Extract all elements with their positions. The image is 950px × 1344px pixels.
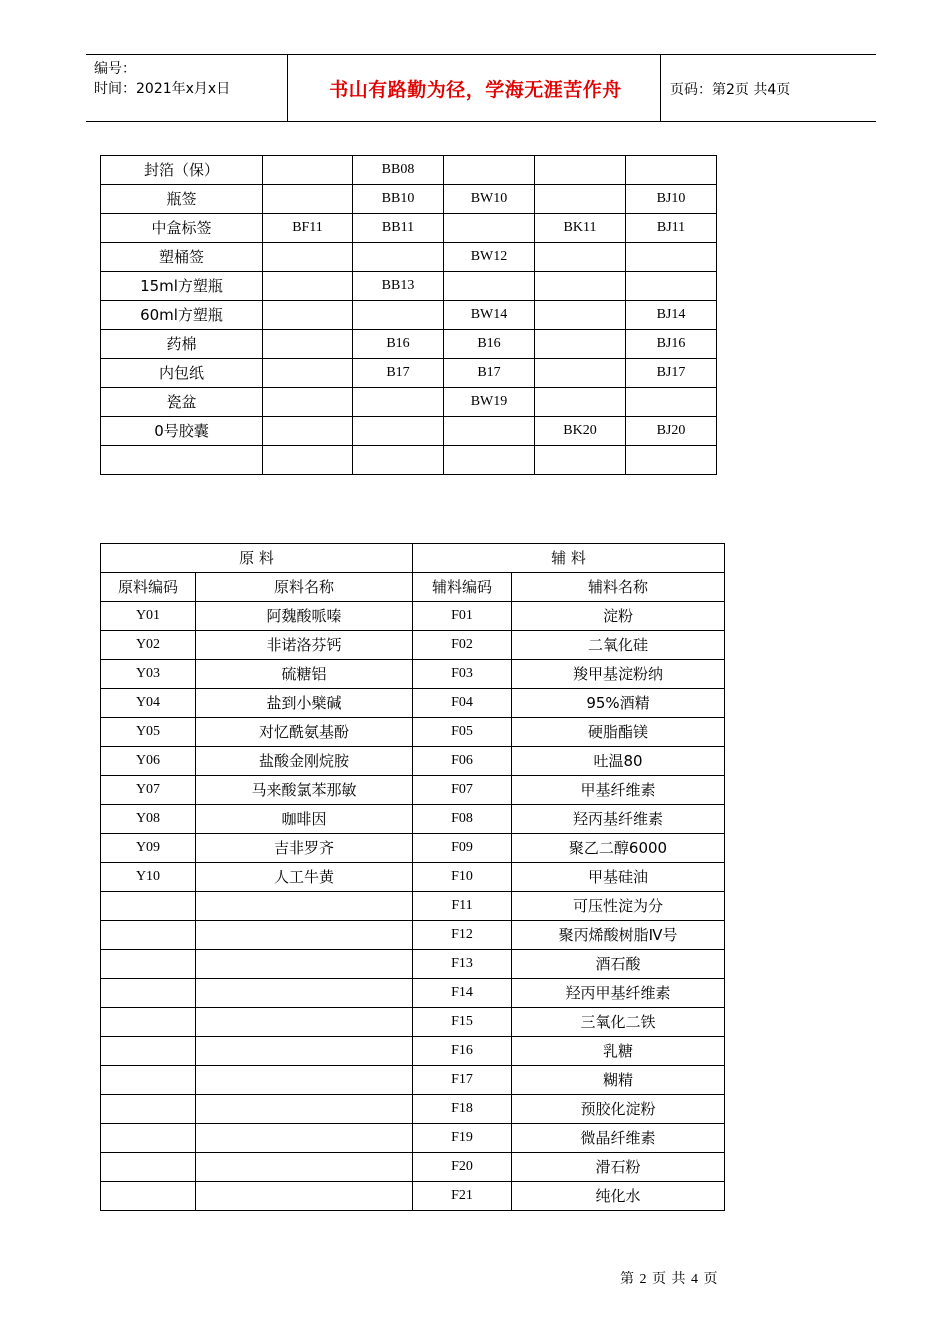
material-row bbox=[101, 718, 725, 747]
packaging-code-cell bbox=[353, 388, 444, 417]
aux-material-code: F14 bbox=[413, 979, 512, 1008]
packaging-code-cell bbox=[626, 272, 717, 301]
material-row bbox=[101, 863, 725, 892]
aux-material-code: F16 bbox=[413, 1037, 512, 1066]
material-row bbox=[101, 805, 725, 834]
raw-material-name bbox=[196, 1037, 413, 1066]
packaging-item-name: 瓶签 bbox=[101, 185, 263, 214]
packaging-code-cell bbox=[535, 359, 626, 388]
raw-material-name: 阿魏酸哌嗪 bbox=[196, 602, 413, 631]
material-row bbox=[101, 1037, 725, 1066]
raw-material-code: Y07 bbox=[101, 776, 196, 805]
col-aux-name: 辅料名称 bbox=[512, 573, 725, 602]
packaging-code-cell bbox=[535, 185, 626, 214]
raw-material-code bbox=[101, 979, 196, 1008]
packaging-code-cell bbox=[626, 156, 717, 185]
packaging-code-cell bbox=[263, 243, 353, 272]
raw-material-code: Y05 bbox=[101, 718, 196, 747]
packaging-row bbox=[101, 388, 717, 417]
raw-material-code: Y01 bbox=[101, 602, 196, 631]
packaging-code-cell bbox=[263, 388, 353, 417]
packaging-row bbox=[101, 272, 717, 301]
packaging-code-cell: BB08 bbox=[353, 156, 444, 185]
raw-material-name bbox=[196, 1066, 413, 1095]
packaging-code-cell bbox=[535, 330, 626, 359]
raw-material-code: Y02 bbox=[101, 631, 196, 660]
packaging-item-name: 中盒标签 bbox=[101, 214, 263, 243]
packaging-item-name: 药棉 bbox=[101, 330, 263, 359]
packaging-code-cell: B16 bbox=[353, 330, 444, 359]
packaging-item-name: 封箔（保） bbox=[101, 156, 263, 185]
aux-material-name: 预胶化淀粉 bbox=[512, 1095, 725, 1124]
aux-material-code: F09 bbox=[413, 834, 512, 863]
packaging-code-cell: B16 bbox=[444, 330, 535, 359]
material-row bbox=[101, 689, 725, 718]
aux-material-code: F04 bbox=[413, 689, 512, 718]
aux-material-name: 糊精 bbox=[512, 1066, 725, 1095]
page-footer: 第 2 页 共 4 页 bbox=[620, 1272, 719, 1287]
packaging-code-cell: BB10 bbox=[353, 185, 444, 214]
packaging-code-cell: BJ16 bbox=[626, 330, 717, 359]
aux-material-code: F05 bbox=[413, 718, 512, 747]
packaging-code-cell bbox=[263, 359, 353, 388]
packaging-code-cell: BK11 bbox=[535, 214, 626, 243]
raw-material-name bbox=[196, 1095, 413, 1124]
raw-material-name: 吉非罗齐 bbox=[196, 834, 413, 863]
raw-material-code bbox=[101, 950, 196, 979]
packaging-code-cell: BF11 bbox=[263, 214, 353, 243]
col-raw-name: 原料名称 bbox=[196, 573, 413, 602]
aux-material-code: F01 bbox=[413, 602, 512, 631]
packaging-code-cell bbox=[353, 301, 444, 330]
raw-material-name bbox=[196, 1008, 413, 1037]
raw-material-name bbox=[196, 979, 413, 1008]
raw-material-name: 人工牛黄 bbox=[196, 863, 413, 892]
packaging-code-cell: BW10 bbox=[444, 185, 535, 214]
aux-material-name: 可压性淀为分 bbox=[512, 892, 725, 921]
packaging-code-cell bbox=[535, 388, 626, 417]
packaging-item-name: 15ml方塑瓶 bbox=[101, 272, 263, 301]
raw-material-name bbox=[196, 1182, 413, 1211]
packaging-code-cell: BJ17 bbox=[626, 359, 717, 388]
material-row bbox=[101, 776, 725, 805]
packaging-code-table bbox=[100, 155, 717, 475]
packaging-item-name bbox=[101, 446, 263, 475]
document-number-label: 编号： bbox=[94, 61, 136, 77]
raw-material-code: Y09 bbox=[101, 834, 196, 863]
raw-material-code: Y10 bbox=[101, 863, 196, 892]
packaging-code-cell bbox=[626, 446, 717, 475]
aux-material-code: F06 bbox=[413, 747, 512, 776]
raw-material-code bbox=[101, 1008, 196, 1037]
packaging-code-cell bbox=[444, 417, 535, 446]
header-motto: 书山有路勤为径，学海无涯苦作舟 bbox=[329, 79, 622, 101]
material-row bbox=[101, 660, 725, 689]
packaging-row bbox=[101, 417, 717, 446]
packaging-code-cell: B17 bbox=[353, 359, 444, 388]
raw-material-code bbox=[101, 1124, 196, 1153]
packaging-code-cell bbox=[263, 417, 353, 446]
packaging-code-cell: BJ10 bbox=[626, 185, 717, 214]
material-row bbox=[101, 1182, 725, 1211]
aux-material-name: 二氧化硅 bbox=[512, 631, 725, 660]
packaging-code-cell: BK20 bbox=[535, 417, 626, 446]
header-left bbox=[94, 59, 230, 99]
aux-material-name: 吐温80 bbox=[512, 747, 725, 776]
header-page-info: 页码：第2页 共4页 bbox=[670, 81, 791, 98]
raw-material-code: Y03 bbox=[101, 660, 196, 689]
raw-material-name bbox=[196, 892, 413, 921]
material-row bbox=[101, 834, 725, 863]
aux-material-name: 95%酒精 bbox=[512, 689, 725, 718]
material-row bbox=[101, 747, 725, 776]
material-row bbox=[101, 979, 725, 1008]
packaging-code-cell: BB13 bbox=[353, 272, 444, 301]
material-row bbox=[101, 1008, 725, 1037]
header-divider bbox=[660, 55, 661, 121]
packaging-row bbox=[101, 301, 717, 330]
packaging-code-cell bbox=[444, 272, 535, 301]
material-row bbox=[101, 602, 725, 631]
aux-material-name: 羟丙甲基纤维素 bbox=[512, 979, 725, 1008]
packaging-code-cell bbox=[263, 330, 353, 359]
raw-material-name bbox=[196, 1124, 413, 1153]
packaging-code-cell bbox=[263, 446, 353, 475]
col-raw-code: 原料编码 bbox=[101, 573, 196, 602]
aux-material-name: 淀粉 bbox=[512, 602, 725, 631]
raw-material-name bbox=[196, 950, 413, 979]
material-row bbox=[101, 921, 725, 950]
raw-material-code bbox=[101, 921, 196, 950]
raw-material-code bbox=[101, 1066, 196, 1095]
aux-material-code: F07 bbox=[413, 776, 512, 805]
packaging-code-cell: BB11 bbox=[353, 214, 444, 243]
packaging-row bbox=[101, 330, 717, 359]
raw-material-code bbox=[101, 1037, 196, 1066]
raw-material-name bbox=[196, 1153, 413, 1182]
material-row bbox=[101, 1095, 725, 1124]
materials-table-body bbox=[101, 602, 725, 1211]
material-row bbox=[101, 1153, 725, 1182]
packaging-row bbox=[101, 185, 717, 214]
packaging-item-name: 0号胶囊 bbox=[101, 417, 263, 446]
aux-material-name: 甲基硅油 bbox=[512, 863, 725, 892]
aux-material-name: 三氧化二铁 bbox=[512, 1008, 725, 1037]
materials-table bbox=[100, 543, 725, 1211]
packaging-code-cell: BW12 bbox=[444, 243, 535, 272]
packaging-code-cell bbox=[263, 272, 353, 301]
raw-material-name: 对忆酰氨基酚 bbox=[196, 718, 413, 747]
aux-material-name: 聚丙烯酸树脂Ⅳ号 bbox=[512, 921, 725, 950]
aux-material-name: 聚乙二醇6000 bbox=[512, 834, 725, 863]
raw-material-name: 硫糖铝 bbox=[196, 660, 413, 689]
aux-material-name: 甲基纤维素 bbox=[512, 776, 725, 805]
header-divider bbox=[287, 55, 288, 121]
packaging-code-cell bbox=[444, 446, 535, 475]
raw-material-code bbox=[101, 892, 196, 921]
aux-material-code: F02 bbox=[413, 631, 512, 660]
aux-material-code: F20 bbox=[413, 1153, 512, 1182]
packaging-code-cell bbox=[263, 301, 353, 330]
packaging-item-name: 60ml方塑瓶 bbox=[101, 301, 263, 330]
packaging-item-name: 塑桶签 bbox=[101, 243, 263, 272]
material-row bbox=[101, 631, 725, 660]
aux-material-code: F10 bbox=[413, 863, 512, 892]
raw-material-name: 盐酸金刚烷胺 bbox=[196, 747, 413, 776]
packaging-code-cell bbox=[263, 156, 353, 185]
raw-material-name: 非诺洛芬钙 bbox=[196, 631, 413, 660]
aux-material-name: 微晶纤维素 bbox=[512, 1124, 725, 1153]
raw-material-code: Y04 bbox=[101, 689, 196, 718]
aux-material-code: F18 bbox=[413, 1095, 512, 1124]
raw-material-name: 盐到小檗碱 bbox=[196, 689, 413, 718]
aux-material-name: 硬脂酯镁 bbox=[512, 718, 725, 747]
packaging-item-name: 瓷盆 bbox=[101, 388, 263, 417]
aux-material-code: F03 bbox=[413, 660, 512, 689]
packaging-code-cell bbox=[626, 388, 717, 417]
aux-material-name: 纯化水 bbox=[512, 1182, 725, 1211]
raw-material-code bbox=[101, 1153, 196, 1182]
aux-material-code: F12 bbox=[413, 921, 512, 950]
packaging-table-body bbox=[101, 156, 717, 475]
packaging-code-cell bbox=[444, 214, 535, 243]
packaging-code-cell bbox=[535, 301, 626, 330]
aux-material-name: 乳糖 bbox=[512, 1037, 725, 1066]
packaging-code-cell bbox=[535, 446, 626, 475]
packaging-row bbox=[101, 214, 717, 243]
packaging-code-cell bbox=[535, 156, 626, 185]
material-row bbox=[101, 950, 725, 979]
packaging-code-cell: B17 bbox=[444, 359, 535, 388]
packaging-code-cell bbox=[353, 446, 444, 475]
packaging-code-cell: BJ11 bbox=[626, 214, 717, 243]
page-header bbox=[86, 54, 876, 122]
aux-material-name: 羧甲基淀粉纳 bbox=[512, 660, 725, 689]
materials-column-header-row bbox=[101, 573, 725, 602]
packaging-code-cell: BJ14 bbox=[626, 301, 717, 330]
aux-material-name: 酒石酸 bbox=[512, 950, 725, 979]
packaging-row bbox=[101, 156, 717, 185]
material-row bbox=[101, 1124, 725, 1153]
packaging-code-cell: BW14 bbox=[444, 301, 535, 330]
packaging-code-cell bbox=[263, 185, 353, 214]
document-time-label: 时间：2021年x月x日 bbox=[94, 81, 231, 97]
packaging-row bbox=[101, 359, 717, 388]
packaging-code-cell bbox=[535, 272, 626, 301]
raw-material-name: 马来酸氯苯那敏 bbox=[196, 776, 413, 805]
raw-material-name bbox=[196, 921, 413, 950]
packaging-code-cell: BW19 bbox=[444, 388, 535, 417]
raw-material-code: Y08 bbox=[101, 805, 196, 834]
packaging-code-cell bbox=[353, 417, 444, 446]
materials-group-header-row bbox=[101, 544, 725, 573]
aux-material-code: F15 bbox=[413, 1008, 512, 1037]
aux-material-code: F08 bbox=[413, 805, 512, 834]
packaging-row bbox=[101, 446, 717, 475]
packaging-code-cell bbox=[535, 243, 626, 272]
raw-material-name: 咖啡因 bbox=[196, 805, 413, 834]
material-row bbox=[101, 892, 725, 921]
material-row bbox=[101, 1066, 725, 1095]
aux-material-code: F13 bbox=[413, 950, 512, 979]
aux-material-name: 羟丙基纤维素 bbox=[512, 805, 725, 834]
aux-material-header: 辅 料 bbox=[413, 544, 725, 573]
raw-material-header: 原 料 bbox=[101, 544, 413, 573]
aux-material-code: F11 bbox=[413, 892, 512, 921]
packaging-code-cell bbox=[444, 156, 535, 185]
raw-material-code bbox=[101, 1182, 196, 1211]
raw-material-code bbox=[101, 1095, 196, 1124]
aux-material-code: F19 bbox=[413, 1124, 512, 1153]
packaging-code-cell bbox=[353, 243, 444, 272]
aux-material-code: F17 bbox=[413, 1066, 512, 1095]
packaging-code-cell: BJ20 bbox=[626, 417, 717, 446]
packaging-item-name: 内包纸 bbox=[101, 359, 263, 388]
aux-material-name: 滑石粉 bbox=[512, 1153, 725, 1182]
packaging-code-cell bbox=[626, 243, 717, 272]
col-aux-code: 辅料编码 bbox=[413, 573, 512, 602]
raw-material-code: Y06 bbox=[101, 747, 196, 776]
packaging-row bbox=[101, 243, 717, 272]
aux-material-code: F21 bbox=[413, 1182, 512, 1211]
